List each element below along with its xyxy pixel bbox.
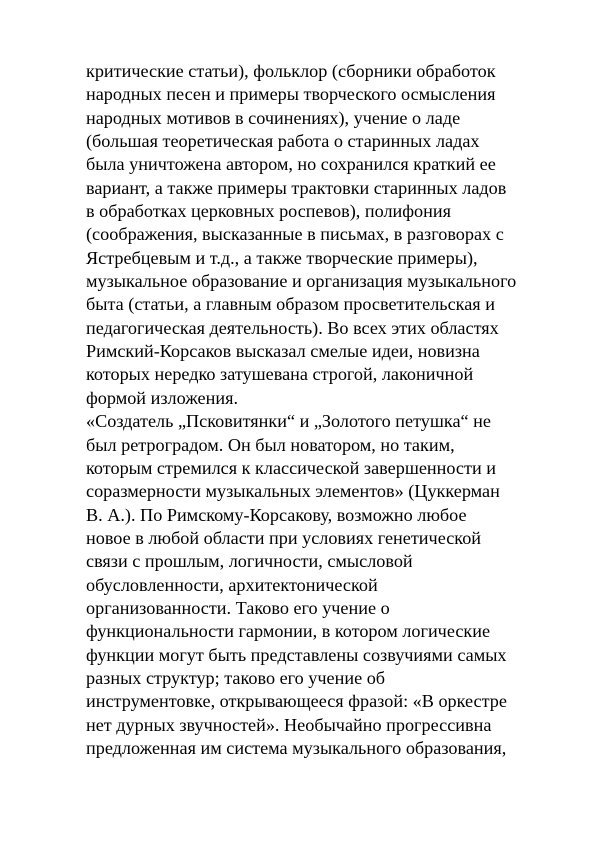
text-line: критические статьи), фольклор (сборники обработок — [86, 61, 496, 81]
text-line: (большая теоретическая работа о старинных ладах — [86, 131, 480, 152]
text-line: народных песен и примеры творческого осмысления — [86, 84, 496, 105]
text-line: была уничтожена автором, но сохранился краткий ее — [86, 154, 496, 175]
text-line: в обработках церковных роспевов), полифония — [86, 201, 451, 222]
text-line: вариант, а также примеры трактовки старинных ладов — [86, 177, 507, 198]
text-line: быта (статьи, а главным образом просветительская и — [86, 294, 495, 315]
text-line: новое в любой области при условиях генетической — [86, 527, 482, 548]
text-line: организованности. Таково его учение о — [86, 597, 390, 618]
text-line: был ретроградом. Он был новатором, но таким, — [86, 434, 455, 455]
text-line: обусловленности, архитектонической — [86, 574, 378, 595]
text-line: функциональности гармонии, в котором логические — [86, 621, 491, 642]
text-line: «Создатель „Псковитянки“ и „Золотого петушка“ не — [86, 411, 491, 432]
text-line: Римский-Корсаков высказал смелые идеи, новизна — [86, 341, 480, 362]
text-line: функции могут быть представлены созвучиями самых — [86, 644, 507, 665]
text-line: формой изложения. — [86, 387, 238, 408]
text-line: соразмерности музыкальных элементов» (Цуккерман — [86, 481, 500, 502]
text-line: разных структур; таково его учение об — [86, 667, 386, 688]
text-line: народных мотивов в сочинениях), учение о ладе — [86, 107, 461, 128]
text-line: которых нередко затушевана строгой, лаконичной — [86, 364, 474, 385]
text-line: нет дурных звучностей». Необычайно прогрессивна — [86, 714, 492, 735]
text-line: (соображения, высказанные в письмах, в разговорах с — [86, 224, 504, 245]
text-line: предложенная им система музыкального образования, — [86, 737, 507, 758]
text-line: музыкальное образование и организация музыкального — [86, 271, 517, 292]
text-line: инструментовке, открывающееся фразой: «В оркестре — [86, 691, 507, 712]
text-line: В. А.). По Римскому-Корсакову, возможно любое — [86, 504, 467, 525]
text-line: связи с прошлым, логичности, смысловой — [86, 551, 413, 572]
text-line: педагогическая деятельность). Во всех этих областях — [86, 317, 499, 338]
text-line: которым стремился к классической завершенности и — [86, 457, 496, 478]
body-text — [86, 60, 556, 760]
text-line: Ястребцевым и т.д., а также творческие примеры), — [86, 247, 478, 268]
